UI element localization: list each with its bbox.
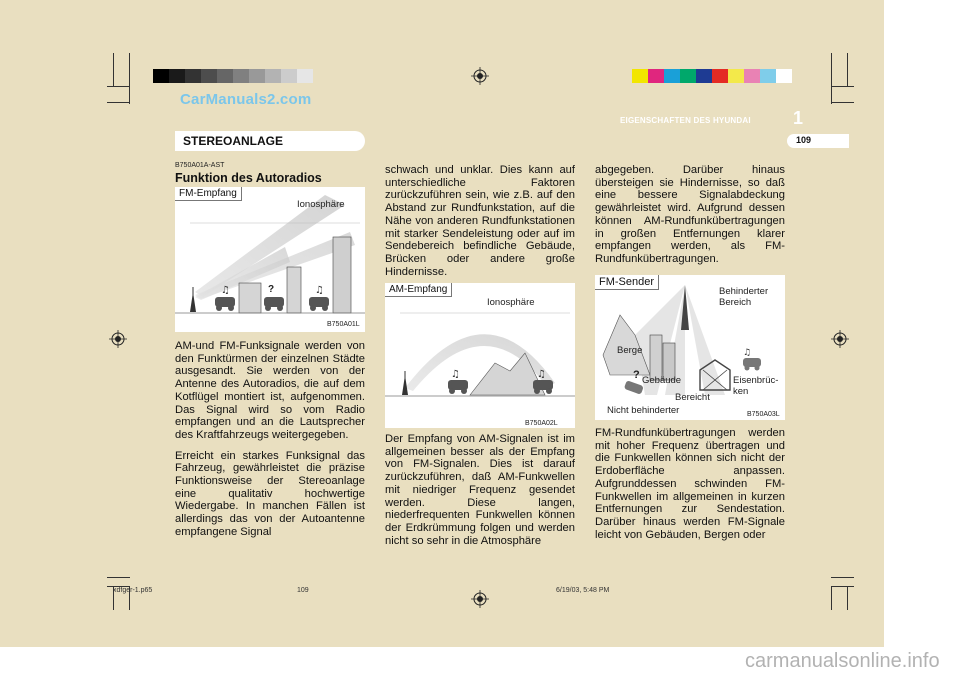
grayscale-calibration-bar	[153, 69, 313, 83]
article-heading: Funktion des Autoradios	[175, 171, 322, 185]
figure-code: B750A03L	[747, 411, 780, 418]
figure-tag: FM-Empfang	[175, 187, 242, 201]
color-swatch	[281, 69, 297, 83]
text-column-1	[175, 340, 365, 547]
label-area: Bereicht	[675, 392, 710, 403]
paragraph: AM-und FM-Funksignale werden von den Funktürmen der einzelnen Städte ausgesandt. Sie werden von der Antenne des Autoradios, die auf dem Kotflügel montiert ist, aufgenommen. Das Signal wird so vom Radio empfangen und an die Lautsprecher des Kraftfahrzeugs weitergegeben.	[175, 340, 365, 441]
page-margin-right	[884, 0, 960, 678]
color-swatch	[217, 69, 233, 83]
crop-mark	[847, 53, 848, 87]
svg-text:♫: ♫	[451, 369, 460, 380]
color-swatch	[297, 69, 313, 83]
crop-mark	[831, 53, 832, 104]
crop-mark	[831, 102, 854, 103]
watermark: CarManuals2.com	[180, 91, 312, 108]
color-swatch	[648, 69, 664, 83]
color-swatch	[776, 69, 792, 83]
text-column-2b	[385, 433, 575, 555]
figure-fm-transmitter	[595, 275, 785, 420]
svg-text:♫: ♫	[743, 348, 752, 358]
color-swatch	[249, 69, 265, 83]
crop-mark	[129, 53, 130, 104]
crop-mark	[831, 86, 854, 87]
color-swatch	[185, 69, 201, 83]
color-swatch	[712, 69, 728, 83]
section-tab	[175, 131, 365, 151]
page-number: 109	[796, 135, 812, 145]
label-bridges: Eisenbrüc- ken	[733, 375, 779, 397]
registration-target-icon	[831, 330, 849, 348]
label-unobstructed: Nicht behinderter	[607, 405, 680, 416]
article-code: B750A01A-AST	[175, 162, 225, 169]
crop-mark	[831, 577, 854, 578]
crop-mark	[113, 53, 114, 87]
color-swatch	[233, 69, 249, 83]
color-swatch	[153, 69, 169, 83]
color-swatch	[744, 69, 760, 83]
figure-tag: FM-Sender	[595, 275, 659, 290]
crop-mark	[107, 102, 130, 103]
color-swatch	[680, 69, 696, 83]
label-buildings: Gebäude	[642, 375, 682, 386]
figure-code: B750A01L	[327, 321, 360, 328]
color-swatch	[728, 69, 744, 83]
text-column-2	[385, 164, 575, 286]
registration-target-icon	[471, 67, 489, 85]
crop-mark	[831, 586, 832, 610]
footer-page: 109	[297, 587, 309, 594]
section-title: STEREOANLAGE	[183, 134, 284, 148]
crop-mark	[107, 577, 130, 578]
label-ionosphere: Ionosphäre	[297, 199, 345, 210]
figure-fm-reception	[175, 187, 365, 332]
registration-target-icon	[471, 590, 489, 608]
crop-mark	[107, 86, 130, 87]
paragraph: Der Empfang von AM-Signalen ist im allgemeinen besser als der Empfang von FM-Signalen. Dies ist darauf zurückzuführen, daß AM-Funkwellen mit niedriger Frequenz gesendet werden. Diese langen, niederfrequenten Funkwellen können der Erdkrümmung folgen und werden nicht so sehr in die Atmosphäre	[385, 433, 575, 547]
question-mark: ?	[633, 369, 640, 381]
figure-code: B750A02L	[525, 420, 558, 427]
site-watermark: carmanualsonline.info	[745, 650, 940, 672]
chapter-title: EIGENSCHAFTEN DES HYUNDAI	[620, 116, 751, 125]
paragraph: abgegeben. Darüber hinaus übersteigen sie Hindernisse, so daß eine bessere Signalabdeckung gewährleistet wird. Aufgrund dessen können AM-Rundfunkübertragungen in großen Entfernungen klarer empfangen werden, als FM-Rundfunkübertragungen.	[595, 164, 785, 265]
color-swatch	[265, 69, 281, 83]
color-swatch	[760, 69, 776, 83]
footer-date: 6/19/03, 5:48 PM	[556, 587, 610, 594]
color-swatch	[696, 69, 712, 83]
crop-mark	[847, 586, 848, 610]
paragraph: FM-Rundfunkübertragungen werden mit hoher Frequenz übertragen und die Funkwellen können sich nicht der Erdoberfläche anpassen. Aufgrunddessen schwinden FM-Funkwellen im allgemeinen in kurzen Entfernungen zur Sendestation. Darüber hinaus werden FM-Signale leicht von Gebäuden, Bergen oder	[595, 427, 785, 541]
crop-mark	[831, 586, 854, 587]
color-swatch	[664, 69, 680, 83]
color-swatch	[632, 69, 648, 83]
color-swatch	[201, 69, 217, 83]
text-column-3	[595, 164, 785, 274]
svg-text:♫: ♫	[221, 285, 230, 296]
figure-am-reception	[385, 283, 575, 428]
question-mark: ?	[268, 284, 275, 295]
paragraph: Erreicht ein starkes Funksignal das Fahrzeug, gewährleistet die präzise Funktionsweise der Stereoanlage eine qualitativ hochwertige Wiedergabe. In manchen Fällen ist allerdings das von der Autoantenne empfangene Signal	[175, 449, 365, 538]
label-obstructed-area: Behinderter Bereich	[719, 286, 769, 308]
color-swatch	[169, 69, 185, 83]
paragraph: schwach und unklar. Dies kann auf unterschiedliche Faktoren zurückzuführen sein, wie z.B. auf den Abstand zur Rundfunkstation, auf die Nähe von anderen Rundfunkstationen mit starker Sendeleistung oder auf im Sendebereich befindliche Gebäude, Brücken oder andere große Hindernisse.	[385, 164, 575, 278]
svg-text:♫: ♫	[315, 285, 324, 296]
figure-tag: AM-Empfang	[385, 283, 452, 297]
label-mountains: Berge	[617, 345, 643, 356]
text-column-3b	[595, 427, 785, 549]
svg-text:♫: ♫	[537, 369, 546, 380]
chapter-number: 1	[793, 108, 804, 128]
registration-target-icon	[109, 330, 127, 348]
color-calibration-bar	[632, 69, 792, 83]
footer-file: xdfger-1.p65	[113, 587, 153, 594]
am-reception-illustration	[385, 283, 575, 428]
label-ionosphere: Ionosphäre	[487, 297, 535, 308]
